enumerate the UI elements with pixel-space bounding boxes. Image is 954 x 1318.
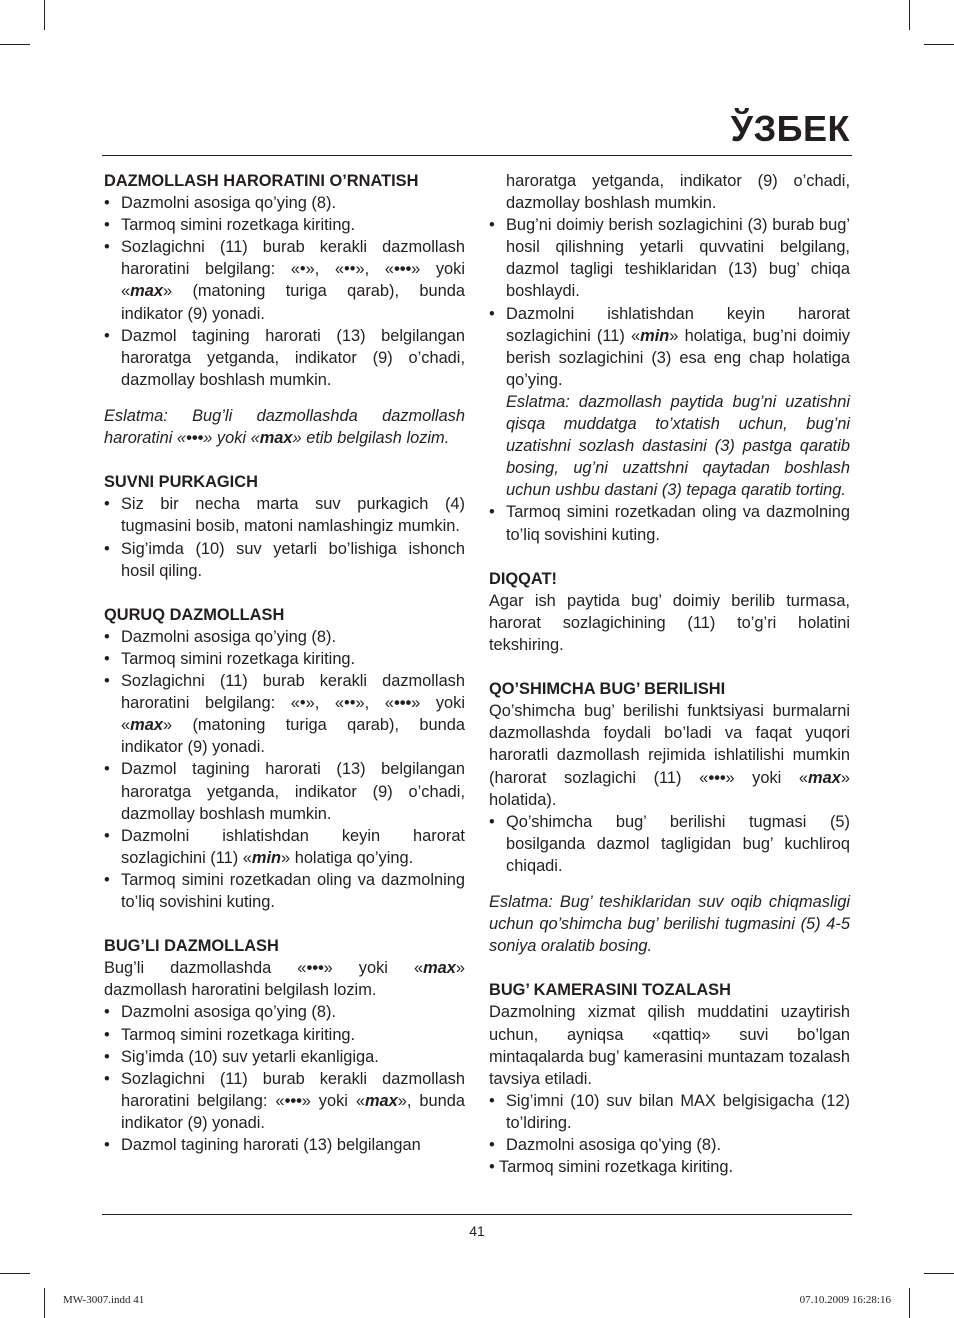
crop-mark <box>44 1288 45 1318</box>
list-item: • Sozlagichni (11) burab kerakli dazmollash haroratini belgilang: «•••» yoki «max», bunda indikator (9) yonadi. <box>104 1069 465 1132</box>
list-item: • Dazmolni asosiga qo’ying (8). <box>104 1003 336 1022</box>
left-column <box>104 170 465 1156</box>
list-item: • Dazmolni asosiga qo’ying (8). <box>104 627 336 646</box>
right-column <box>489 170 850 1178</box>
list-item: • Dazmolni asosiga qo’ying (8). <box>489 1136 721 1155</box>
list-item: • Sig’imda (10) suv yetarli ekanligiga. <box>104 1047 379 1066</box>
section-title: SUVNI PURKAGICH <box>104 473 258 492</box>
list-item: • Tarmoq simini rozetkadan oling va dazmolning to’liq sovishini kuting. <box>104 870 465 911</box>
section-title: DIQQAT! <box>489 569 557 588</box>
note: Eslatma: dazmollash paytida bug’ni uzatishni qisqa muddatga to’xtatish uchun, bug’ni uzatishni sozlash dastasini (3) pastga qaratib bosing, ug’ni uzattshni qaytadan boshlash uchun ushbu dastani (3) tepaga qaratib torting. <box>506 392 850 500</box>
list-item-continued: haroratga yetganda, indikator (9) o’chadi, dazmollay boshlash mumkin. <box>506 172 850 213</box>
list-item: • Sig’imni (10) suv bilan MAX belgisigacha (12) to’ldiring. <box>489 1091 850 1132</box>
note: Eslatma: Bug’li dazmollashda dazmollash haroratini «•••» yoki «max» etib belgilash lozim. <box>104 406 465 448</box>
list-item: • Tarmoq simini rozetkaga kiriting. <box>104 1025 356 1044</box>
language-heading: ЎЗБЕК <box>730 108 850 149</box>
list-item: • Sig’imda (10) suv yetarli bo’lishiga ishonch hosil qiling. <box>104 539 465 580</box>
crop-mark <box>924 44 954 45</box>
section-title: QURUQ DAZMOLLASH <box>104 605 285 624</box>
list-item: • Tarmoq simini rozetkaga kiriting. <box>104 216 356 235</box>
top-rule <box>102 155 852 156</box>
list-item: • Dazmol tagining harorati (13) belgilangan <box>104 1136 421 1155</box>
list-item: • Sozlagichni (11) burab kerakli dazmollash haroratini belgilang: «•», «••», «•••» yoki «max» (matoning turiga qarab), bunda indikator (9) yonadi. <box>104 672 465 757</box>
crop-mark <box>909 1288 910 1318</box>
list-item: • Tarmoq simini rozetkadan oling va dazmolning to’liq sovishini kuting. <box>489 503 850 544</box>
list-item: • Siz bir necha marta suv purkagich (4) tugmasini bosib, matoni namlashingiz mumkin. <box>104 495 465 536</box>
crop-mark <box>924 1273 954 1274</box>
page-number: 41 <box>469 1223 485 1239</box>
paragraph: Dazmolning xizmat qilish muddatini uzaytirish uchun, ayniqsa «qattiq» suvi bo’lgan mintaqalarda bug’ kamerasini muntazam tozalash tavsiya etiladi. <box>489 1003 850 1088</box>
crop-mark <box>0 44 30 45</box>
list-item: • Dazmol tagining harorati (13) belgilangan haroratga yetganda, indikator (9) o’chadi, dazmollay boshlash mumkin. <box>104 326 465 389</box>
list-item: • Tarmoq simini rozetkaga kiriting. <box>104 649 356 668</box>
list-item: • Dazmol tagining harorati (13) belgilangan haroratga yetganda, indikator (9) o’chadi, dazmollay boshlash mumkin. <box>104 760 465 823</box>
paragraph: Agar ish paytida bug’ doimiy berilib turmasa, harorat sozlagichining (11) to’g’ri holatini tekshiring. <box>489 591 850 654</box>
list-item: • Dazmolni ishlatishdan keyin harorat sozlagichini (11) «min» holatiga qo’ying. <box>104 826 465 867</box>
list-item: • Dazmolni asosiga qo’ying (8). <box>104 194 336 213</box>
note: Eslatma: Bug’ teshiklaridan suv oqib chiqmasligi uchun qo’shimcha bug’ berilishi tugmasini (5) 4-5 soniya oralatib bosing. <box>489 893 850 956</box>
paragraph: Qo’shimcha bug’ berilishi funktsiyasi burmalarni dazmollashda foydali bo’ladi va faqat yuqori haroratli dazmollash rejimida ishlatilishi mumkin (harorat sozlagichi (11) «•••» yoki «max» holatida). <box>489 702 850 809</box>
paragraph: Bug’li dazmollashda «•••» yoki «max» dazmollash haroratini belgilash lozim. <box>104 959 465 1000</box>
print-timestamp: 07.10.2009 16:28:16 <box>799 1294 891 1306</box>
list-item: • Sozlagichni (11) burab kerakli dazmollash haroratini belgilang: «•», «••», «•••» yoki «max» (matoning turiga qarab), bunda indikator (9) yonadi. <box>104 238 465 323</box>
bottom-rule <box>102 1214 852 1215</box>
crop-mark <box>0 1273 30 1274</box>
list-item: • Qo’shimcha bug’ berilishi tugmasi (5) bosilganda dazmol tagligidan bug’ kuchliroq chiqadi. <box>489 812 850 875</box>
list-item: • Dazmolni ishlatishdan keyin harorat sozlagichini (11) «min» holatiga, bug’ni doimiy berish sozlagichini (3) esa eng chap holatiga qo’ying. <box>489 304 851 389</box>
section-title: BUG’LI DAZMOLLASH <box>104 937 279 956</box>
file-slug: MW-3007.indd 41 <box>63 1294 145 1306</box>
section-title: DAZMOLLASH HARORATINI O’RNATISH <box>104 172 419 190</box>
list-item: • Bug’ni doimiy berish sozlagichini (3) burab bug’ hosil qilishning yetarli quvvatini belgilang, dazmol tagligi teshiklaridan (13) bug’ chiqa boshlaydi. <box>489 216 850 301</box>
section-title: BUG’ KAMERASINI TOZALASH <box>489 981 731 1000</box>
crop-mark <box>909 0 910 30</box>
crop-mark <box>44 0 45 30</box>
section-title: QO’SHIMCHA BUG’ BERILISHI <box>489 680 726 699</box>
list-item: • Tarmoq simini rozetkaga kiriting. <box>489 1158 734 1177</box>
